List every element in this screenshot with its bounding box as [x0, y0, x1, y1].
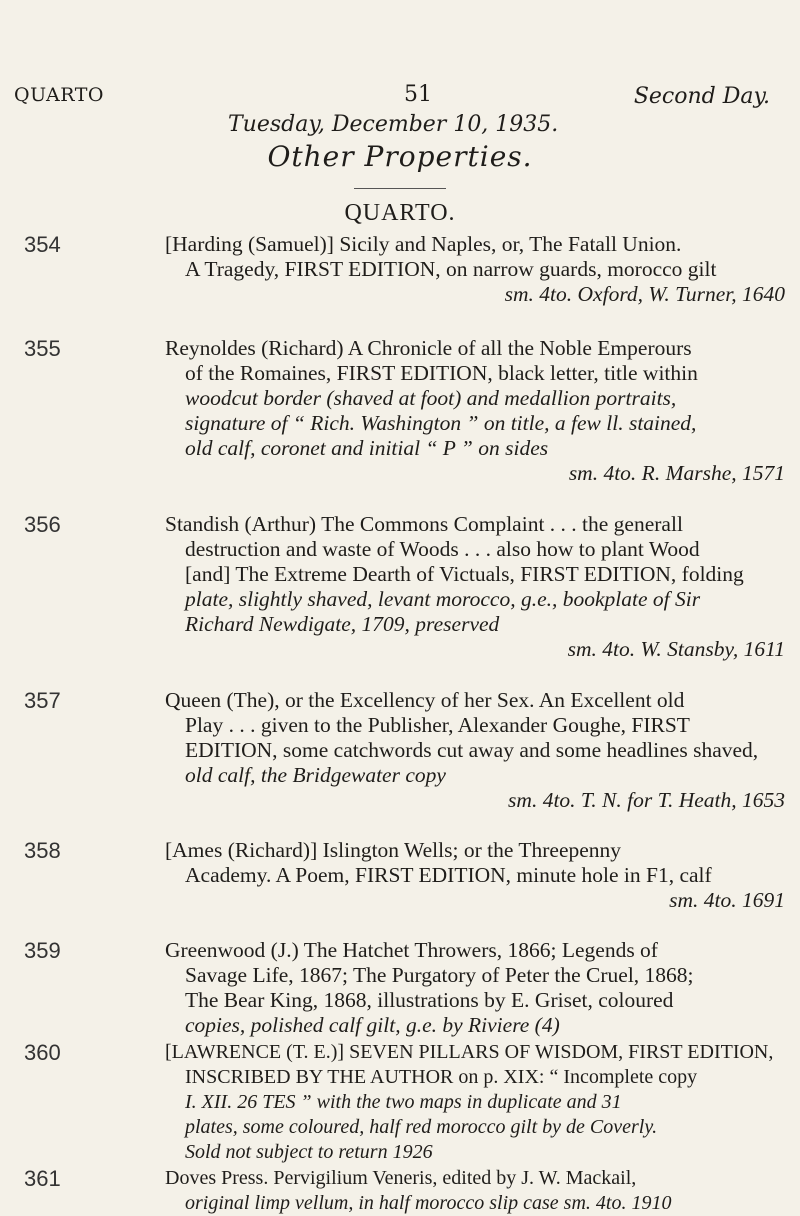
running-head-day: Second Day. — [633, 84, 770, 109]
lot-line: [Ames (Richard)] Islington Wells; or the Threepenny — [165, 838, 622, 862]
lot-line: woodcut border (shaved at foot) and medallion portraits, — [185, 386, 677, 410]
section-heading: QUARTO. — [344, 200, 456, 226]
lot-line: A Tragedy, FIRST EDITION, on narrow guards, morocco gilt — [185, 257, 717, 281]
lot-description — [165, 336, 785, 486]
lot-number: 355 — [24, 336, 61, 361]
lot-line: Play . . . given to the Publisher, Alexander Goughe, FIRST — [185, 713, 690, 737]
lot-line: Greenwood (J.) The Hatchet Throwers, 1866; Legends of — [165, 938, 658, 962]
lot-imprint: sm. 4to. Oxford, W. Turner, 1640 — [504, 282, 785, 306]
lot-line: The Bear King, 1868, illustrations by E. Griset, coloured — [185, 988, 674, 1012]
lot-description — [165, 512, 785, 662]
lot-number: 356 — [24, 512, 61, 537]
lot-line: Academy. A Poem, FIRST EDITION, minute hole in F1, calf — [185, 863, 712, 887]
lot-number: 359 — [24, 938, 61, 963]
lot-imprint: sm. 4to. 1691 — [669, 888, 785, 912]
lot-line: Sold not subject to return 1926 — [185, 1141, 433, 1163]
lot-line: Savage Life, 1867; The Purgatory of Peter the Cruel, 1868; — [185, 963, 694, 987]
lot-imprint: sm. 4to. T. N. for T. Heath, 1653 — [508, 788, 785, 812]
running-head-format: QUARTO — [14, 84, 104, 106]
lot-imprint: sm. 4to. R. Marshe, 1571 — [568, 461, 785, 485]
lot-line: [LAWRENCE (T. E.)] SEVEN PILLARS OF WISDOM, FIRST EDITION, — [165, 1041, 774, 1063]
lot-line: copies, polished calf gilt, g.e. by Riviere (4) — [185, 1013, 560, 1037]
lot-line: destruction and waste of Woods . . . also how to plant Wood — [185, 537, 700, 561]
lot-number: 358 — [24, 838, 61, 863]
lot-line: EDITION, some catchwords cut away and some headlines shaved, — [185, 738, 759, 762]
lot-line: plate, slightly shaved, levant morocco, g.e., bookplate of Sir — [185, 587, 701, 611]
lot-line: [Harding (Samuel)] Sicily and Naples, or, The Fatall Union. — [165, 232, 682, 256]
lot-imprint: sm. 4to. W. Stansby, 1611 — [567, 637, 785, 661]
lot-line: Richard Newdigate, 1709, preserved — [185, 612, 500, 636]
lot-line: Standish (Arthur) The Commons Complaint . . . the generall — [165, 512, 683, 536]
lot-line: old calf, the Bridgewater copy — [185, 763, 446, 787]
sale-date: Tuesday, December 10, 1935. — [228, 112, 559, 137]
lot-line: original limp vellum, in half morocco slip case sm. 4to. 1910 — [185, 1192, 672, 1214]
page-title: Other Properties. — [267, 140, 533, 173]
lot-description — [165, 688, 785, 813]
lot-description — [165, 1040, 785, 1165]
lot-number: 361 — [24, 1166, 61, 1191]
lot-line: Reynoldes (Richard) A Chronicle of all the Noble Emperours — [165, 336, 692, 360]
lot-number: 357 — [24, 688, 61, 713]
lot-line: INSCRIBED BY THE AUTHOR on p. XIX: “ Incomplete copy — [185, 1066, 698, 1088]
lot-line: Doves Press. Pervigilium Veneris, edited by J. W. Mackail, — [165, 1167, 637, 1189]
lot-line: plates, some coloured, half red morocco gilt by de Coverly. — [185, 1116, 658, 1138]
title-rule — [354, 188, 446, 189]
lot-line: Queen (The), or the Excellency of her Sex. An Excellent old — [165, 688, 685, 712]
lot-line: of the Romaines, FIRST EDITION, black letter, title within — [185, 361, 698, 385]
page-number: 51 — [404, 82, 432, 107]
lot-description — [165, 838, 785, 913]
lot-line: old calf, coronet and initial “ P ” on sides — [185, 436, 549, 460]
lot-line: signature of “ Rich. Washington ” on title, a few ll. stained, — [185, 411, 697, 435]
lot-description — [165, 1166, 785, 1216]
lot-number: 360 — [24, 1040, 61, 1065]
lot-description — [165, 938, 785, 1038]
lot-description — [165, 232, 785, 307]
lot-line: [and] The Extreme Dearth of Victuals, FIRST EDITION, folding — [185, 562, 744, 586]
lot-line: I. XII. 26 TES ” with the two maps in duplicate and 31 — [185, 1091, 622, 1113]
lot-number: 354 — [24, 232, 61, 257]
